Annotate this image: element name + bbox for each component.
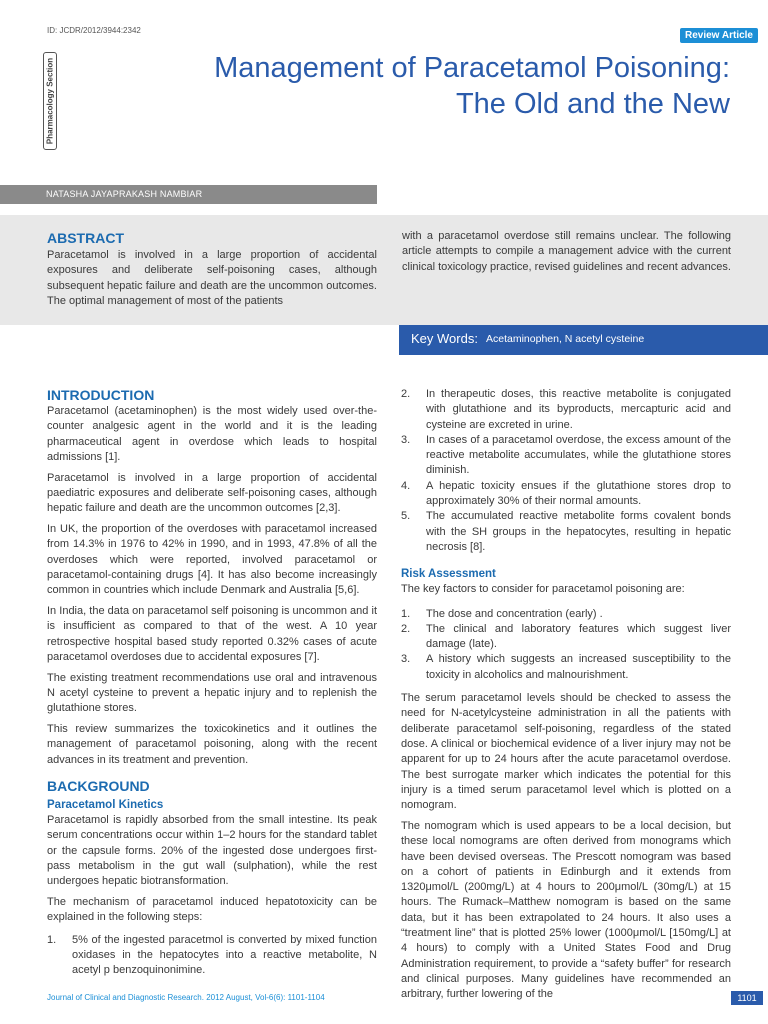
risk-assessment-heading: Risk Assessment — [401, 568, 496, 581]
intro-paragraph-1: Paracetamol (acetaminophen) is the most widely used over-the-counter analgesic agent in the world and it is the leading pharmaceutical agent in overdose which leads to hospital admissions [1]. — [47, 405, 377, 463]
kinetics-paragraph-2: The mechanism of paracetamol induced hepatotoxicity can be explained in the following steps: — [47, 896, 377, 924]
list-text: A history which suggests an increased susceptibility to the toxicity in alcoholics and malnourishment. — [426, 653, 731, 681]
intro-paragraph-5: The existing treatment recommendations use oral and intravenous N acetyl cysteine to prevent a hepatic injury and to replenish the glutathione stores. — [47, 671, 377, 715]
list-number: 1. — [401, 607, 411, 620]
list-number: 2. — [401, 388, 411, 400]
intro-paragraph-3: In UK, the proportion of the overdoses with paracetamol increased from 14.3% in 1976 to 42% in 1990, and in 1993, 47.8% of all the overdoses which were reported, involved paracetamol or paracetamol-containing drugs [4]. It has also become increasingly common in countries which include Denmark and Australia [5,6]. — [47, 523, 377, 597]
risk-paragraph-2: The nomogram which is used appears to be a local decision, but these local nomograms are often derived from monograms which have been devised overseas. The Prescott nomogram was based on a cohort of patients in Edinburgh and it extends from 1320μmol/L (200mg/L) at 4 hours to 200μmol/L (30mg/L) at 15 hours. The Rumack–Matthew nomogram is based on the same data, but it has been extrapolated to 24 hours. It also uses a “treatment line” that is plotted 25% lower (1000μmol/L [150mg/L] at 4 hours) to comply with a United States Food and Drug Administration requirement, to provide a “safety buffer” for research and clinical purposes. Many guidelines have recommended an arbitrary, further lowering of the — [401, 819, 731, 1001]
abstract-heading: ABSTRACT — [47, 230, 124, 246]
list-item — [401, 479, 731, 510]
right-column — [401, 387, 731, 1008]
list-item — [401, 387, 731, 433]
risk-intro: The key factors to consider for paracetamol poisoning are: — [401, 583, 685, 596]
kinetics-heading: Paracetamol Kinetics — [47, 799, 164, 812]
article-type-badge: Review Article — [680, 28, 758, 43]
page-number: 1101 — [731, 991, 763, 1005]
author-name: NATASHA JAYAPRAKASH NAMBIAR — [46, 189, 203, 199]
list-number: 2. — [401, 622, 411, 635]
risk-paragraph-1: The serum paracetamol levels should be checked to assess the need for N-acetylcysteine administration in all the patients with deliberate paracetamol self-poisoning, regardless of the stated dose. A clinical or biochemical evidence of a liver injury may not be apparent for up to 24 hours after the acute paracetamol overdose. The best surrogate marker which indicates the potential for this injury is a timed serum paracetamol level which is plotted on a nomogram. — [401, 692, 731, 812]
mechanism-steps-continued — [401, 387, 731, 555]
section-label: Pharmacology Section — [45, 57, 55, 145]
list-number: 4. — [401, 479, 411, 492]
abstract-text-right: with a paracetamol overdose still remains unclear. The following article attempts to compile a management advice with the current clinical toxicology practice, revised guidelines and recent advances. — [402, 230, 731, 273]
list-number: 3. — [401, 433, 411, 446]
title-line-2: The Old and the New — [455, 88, 730, 120]
intro-paragraph-6: This review summarizes the toxicokinetics and it outlines the management of paracetamol poisoning, along with the recent advances in its treatment and prevention. — [47, 723, 377, 766]
list-text: In therapeutic doses, this reactive metabolite is conjugated with glutathione and its byproducts, mercapturic acid and cysteine are excreted in urine. — [426, 388, 731, 431]
list-text: A hepatic toxicity ensues if the glutathione stores drop to approximately 30% of their normal amounts. — [426, 479, 731, 508]
list-text: In cases of a paracetamol overdose, the excess amount of the reactive metabolite accumulates, while the glutathione stores diminish. — [426, 433, 731, 477]
document-id: ID: JCDR/2012/3944:2342 — [47, 26, 141, 35]
keywords-label: Key Words: — [411, 331, 478, 346]
list-item — [401, 509, 731, 555]
left-column — [47, 387, 377, 984]
list-item — [401, 652, 731, 683]
list-text: 5% of the ingested paracetmol is converted by mixed function oxidases in the hepatocytes into a reactive metabolite, N acetyl p benzoquinonimine. — [72, 933, 377, 977]
keywords-bar — [399, 325, 768, 355]
list-number: 1. — [47, 933, 57, 946]
title-line-1: Management of Paracetamol Poisoning: — [214, 52, 730, 84]
article-title — [130, 50, 730, 122]
abstract-text-left: Paracetamol is involved in a large proportion of accidental exposures and deliberate self-poisoning cases, although subsequent hepatic failure and death are the uncommon outcomes. The optimal management of most of the patients — [47, 249, 377, 307]
mechanism-steps — [47, 933, 377, 979]
list-item — [401, 433, 731, 479]
keywords-value: Acetaminophen, N acetyl cysteine — [486, 333, 645, 345]
author-bar — [0, 185, 377, 204]
kinetics-paragraph-1: Paracetamol is rapidly absorbed from the small intestine. Its peak serum concentrations occur within 1–2 hours for the standard tablet or the capsule forms. 20% of the ingested dose undergoes first-pass metabolism in the gut wall (sulphation), while the rest undergoes hepatic biotransformation. — [47, 814, 377, 888]
list-number: 5. — [401, 510, 411, 523]
list-item — [47, 933, 377, 979]
risk-factors-list — [401, 607, 731, 683]
section-tab — [43, 52, 57, 150]
list-number: 3. — [401, 653, 411, 666]
list-text: The dose and concentration (early) . — [426, 607, 603, 620]
background-heading: BACKGROUND — [47, 778, 150, 795]
intro-paragraph-4: In India, the data on paracetamol self poisoning is uncommon and it is insufficient as compared to that of the west. A 10 year retrospective hospital based study reported 0.32% cases of acute paracetamol overdoses due to accidental exposures [7]. — [47, 605, 377, 663]
list-item — [401, 607, 731, 622]
introduction-heading: INTRODUCTION — [47, 387, 155, 403]
intro-paragraph-2: Paracetamol is involved in a large proportion of accidental paediatric exposures and deliberate self-poisoning cases, although hepatic failure and death are the uncommon outcomes [2,3]. — [47, 471, 377, 515]
list-text: The accumulated reactive metabolite forms covalent bonds with the SH groups in the hepatocytes, resulting in hepatic necrosis [8]. — [426, 510, 731, 553]
list-item — [401, 622, 731, 653]
journal-footer: Journal of Clinical and Diagnostic Research. 2012 August, Vol-6(6): 1101-1104 — [47, 993, 325, 1002]
list-text: The clinical and laboratory features which suggest liver damage (late). — [426, 622, 731, 651]
